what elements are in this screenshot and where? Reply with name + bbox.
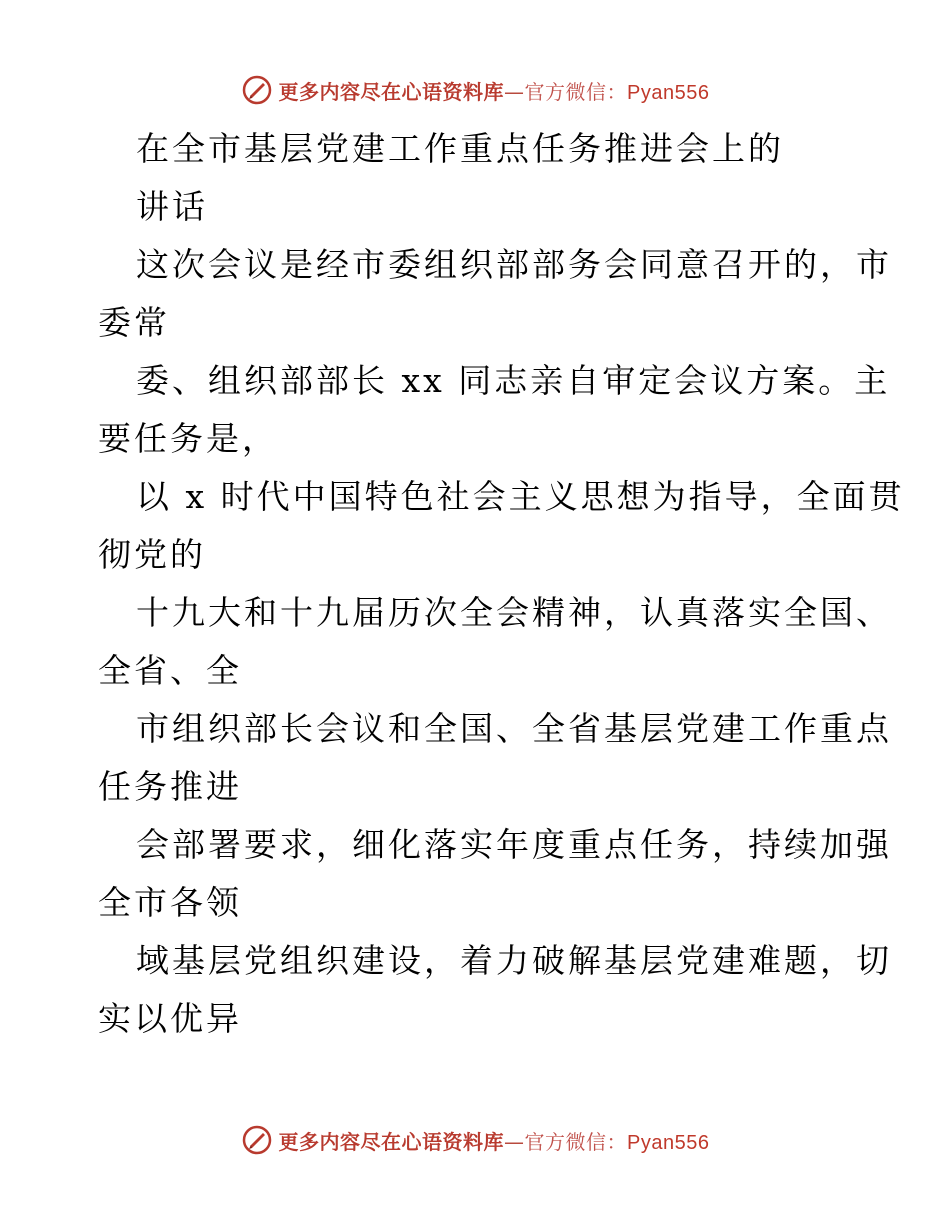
banner-wechat-id: Pyan556 bbox=[627, 81, 710, 104]
text-line: 在全市基层党建工作重点任务推进会上的 bbox=[136, 129, 784, 168]
banner-text bbox=[279, 76, 710, 105]
text-line: 全省、全 bbox=[98, 651, 242, 690]
footer-banner bbox=[0, 1120, 950, 1160]
text-line: 讲话 bbox=[136, 187, 208, 226]
text-line: 要任务是， bbox=[98, 419, 278, 458]
banner-brand: 更多内容尽在心语资料库 bbox=[278, 79, 505, 104]
banner-wechat-label: 官方微信： bbox=[524, 79, 628, 104]
banner-wechat-label: 官方微信： bbox=[524, 1129, 628, 1154]
banner-separator: — bbox=[504, 79, 525, 104]
text-line: 会部署要求，细化落实年度重点任务，持续加强 bbox=[136, 825, 892, 864]
text-line: 实以优异 bbox=[98, 999, 242, 1038]
document-body bbox=[98, 120, 905, 1048]
text-line: 十九大和十九届历次全会精神，认真落实全国、 bbox=[136, 593, 892, 632]
text-line: 全市各领 bbox=[98, 883, 242, 922]
text-line: 以 x 时代中国特色社会主义思想为指导，全面贯 bbox=[136, 477, 905, 516]
text-line: 委常 bbox=[98, 303, 170, 342]
header-banner bbox=[0, 70, 950, 110]
quill-seal-icon bbox=[241, 74, 273, 106]
text-line: 委、组织部部长 xx 同志亲自审定会议方案。主 bbox=[136, 361, 891, 400]
text-line: 任务推进 bbox=[98, 767, 242, 806]
text-line: 彻党的 bbox=[98, 535, 206, 574]
text-line: 域基层党组织建设，着力破解基层党建难题，切 bbox=[136, 941, 892, 980]
quill-seal-icon bbox=[241, 1124, 273, 1156]
text-line: 市组织部长会议和全国、全省基层党建工作重点 bbox=[136, 709, 892, 748]
text-line: 这次会议是经市委组织部部务会同意召开的，市 bbox=[136, 245, 892, 284]
banner-text bbox=[279, 1126, 710, 1155]
banner-wechat-id: Pyan556 bbox=[627, 1131, 710, 1154]
banner-brand: 更多内容尽在心语资料库 bbox=[278, 1129, 505, 1154]
banner-separator: — bbox=[504, 1129, 525, 1154]
